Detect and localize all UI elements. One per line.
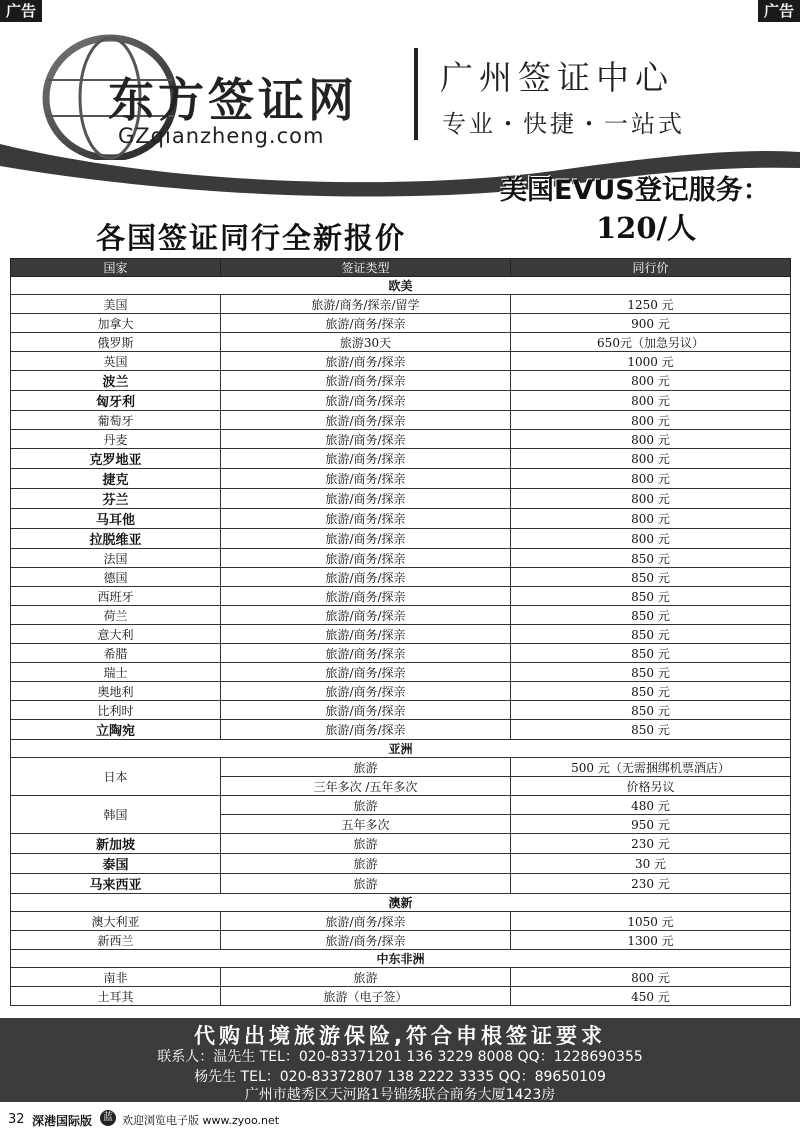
visa-type-cell: 旅游/商务/探亲 <box>221 469 511 489</box>
visa-type-cell: 旅游/商务/探亲 <box>221 720 511 740</box>
price-cell: 800 元 <box>511 371 791 391</box>
table-row <box>11 529 791 549</box>
country-cell: 南非 <box>11 968 221 987</box>
visa-type-cell: 旅游/商务/探亲 <box>221 568 511 587</box>
country-cell: 土耳其 <box>11 987 221 1006</box>
country-cell: 捷克 <box>11 469 221 489</box>
region-row <box>11 740 791 758</box>
table-row <box>11 295 791 314</box>
price-cell: 230 元 <box>511 874 791 894</box>
country-cell: 日本 <box>11 758 221 796</box>
table-row <box>11 568 791 587</box>
country-cell: 德国 <box>11 568 221 587</box>
table-row <box>11 663 791 682</box>
visa-type-cell: 旅游（电子签） <box>221 987 511 1006</box>
table-row <box>11 720 791 740</box>
header-type: 签证类型 <box>221 259 511 277</box>
table-row <box>11 391 791 411</box>
visa-type-cell: 旅游/商务/探亲 <box>221 529 511 549</box>
region-row <box>11 894 791 912</box>
page-title: 各国签证同行全新报价 <box>96 221 407 255</box>
country-cell: 奥地利 <box>11 682 221 701</box>
table-row <box>11 682 791 701</box>
header-price: 同行价 <box>511 259 791 277</box>
price-cell: 800 元 <box>511 469 791 489</box>
price-cell: 800 元 <box>511 430 791 449</box>
page-number: 32 <box>8 1112 25 1127</box>
table-row <box>11 489 791 509</box>
table-row <box>11 587 791 606</box>
table-row <box>11 352 791 371</box>
country-cell: 马来西亚 <box>11 874 221 894</box>
visa-type-cell: 旅游 <box>221 854 511 874</box>
header-divider <box>414 48 418 140</box>
price-cell: 500 元（无需捆绑机票酒店） <box>511 758 791 777</box>
price-cell: 480 元 <box>511 796 791 815</box>
country-cell: 西班牙 <box>11 587 221 606</box>
country-cell: 意大利 <box>11 625 221 644</box>
table-row <box>11 333 791 352</box>
price-cell: 650元（加急另议） <box>511 333 791 352</box>
region-row <box>11 277 791 295</box>
price-cell: 450 元 <box>511 987 791 1006</box>
country-cell: 新加坡 <box>11 834 221 854</box>
region-label: 亚洲 <box>11 740 791 758</box>
table-header-row <box>11 259 791 277</box>
country-cell: 葡萄牙 <box>11 411 221 430</box>
price-cell: 800 元 <box>511 411 791 430</box>
table-row <box>11 625 791 644</box>
country-cell: 美国 <box>11 295 221 314</box>
table-row <box>11 411 791 430</box>
visa-type-cell: 旅游 <box>221 874 511 894</box>
price-cell: 850 元 <box>511 720 791 740</box>
badge-icon: 蓝 <box>100 1110 116 1126</box>
country-cell: 希腊 <box>11 644 221 663</box>
country-cell: 澳大利亚 <box>11 912 221 931</box>
visa-type-cell: 旅游/商务/探亲 <box>221 587 511 606</box>
table-row <box>11 834 791 854</box>
visa-type-cell: 旅游/商务/探亲 <box>221 625 511 644</box>
price-cell: 850 元 <box>511 549 791 568</box>
table-row <box>11 606 791 625</box>
visa-type-cell: 旅游/商务/探亲/留学 <box>221 295 511 314</box>
evus-promo: 美国EVUS登记服务： <box>500 175 770 206</box>
table-row <box>11 931 791 950</box>
country-cell: 英国 <box>11 352 221 371</box>
slogan: 专业・快捷・一站式 <box>442 110 685 138</box>
price-cell: 1250 元 <box>511 295 791 314</box>
visa-type-cell: 旅游/商务/探亲 <box>221 663 511 682</box>
visa-type-cell: 旅游/商务/探亲 <box>221 549 511 568</box>
country-cell: 新西兰 <box>11 931 221 950</box>
visa-type-cell: 旅游30天 <box>221 333 511 352</box>
visa-type-cell: 旅游/商务/探亲 <box>221 489 511 509</box>
country-cell: 法国 <box>11 549 221 568</box>
table-row <box>11 449 791 469</box>
evus-price: 120/人 <box>596 211 697 245</box>
price-cell: 850 元 <box>511 625 791 644</box>
country-cell: 拉脱维亚 <box>11 529 221 549</box>
price-cell: 30 元 <box>511 854 791 874</box>
contact-line-1: 联系人：温先生 TEL：020-83371201 136 3229 8008 QQ：1228690355 <box>157 1049 643 1065</box>
brand-url: GZqianzheng.com <box>118 124 325 148</box>
visa-type-cell: 旅游/商务/探亲 <box>221 411 511 430</box>
table-row <box>11 430 791 449</box>
visa-type-cell: 旅游/商务/探亲 <box>221 606 511 625</box>
visa-type-cell: 旅游/商务/探亲 <box>221 391 511 411</box>
price-cell: 1050 元 <box>511 912 791 931</box>
table-row <box>11 371 791 391</box>
insurance-note: 代购出境旅游保险,符合申根签证要求 <box>194 1024 606 1048</box>
table-row <box>11 987 791 1006</box>
table-row <box>11 509 791 529</box>
table-row <box>11 912 791 931</box>
visa-type-cell: 旅游/商务/探亲 <box>221 314 511 333</box>
table-row <box>11 758 791 777</box>
country-cell: 波兰 <box>11 371 221 391</box>
country-cell: 瑞士 <box>11 663 221 682</box>
price-cell: 850 元 <box>511 568 791 587</box>
country-cell: 荷兰 <box>11 606 221 625</box>
country-cell: 泰国 <box>11 854 221 874</box>
visa-type-cell: 旅游/商务/探亲 <box>221 449 511 469</box>
contact-line-2: 杨先生 TEL：020-83372807 138 2222 3335 QQ：89650109 <box>194 1069 606 1085</box>
visa-type-cell: 旅游 <box>221 968 511 987</box>
table-row <box>11 701 791 720</box>
visa-type-cell: 旅游 <box>221 796 511 815</box>
visa-type-cell: 旅游 <box>221 834 511 854</box>
region-label: 欧美 <box>11 277 791 295</box>
visa-type-cell: 三年多次 /五年多次 <box>221 777 511 796</box>
country-cell: 芬兰 <box>11 489 221 509</box>
ad-tag-left: 广告 <box>0 0 42 22</box>
country-cell: 匈牙利 <box>11 391 221 411</box>
price-cell: 800 元 <box>511 509 791 529</box>
visa-type-cell: 旅游/商务/探亲 <box>221 430 511 449</box>
price-cell: 800 元 <box>511 489 791 509</box>
price-cell: 800 元 <box>511 391 791 411</box>
visa-type-cell: 旅游/商务/探亲 <box>221 509 511 529</box>
price-cell: 850 元 <box>511 663 791 682</box>
visa-type-cell: 旅游/商务/探亲 <box>221 371 511 391</box>
visa-type-cell: 旅游/商务/探亲 <box>221 931 511 950</box>
table-row <box>11 314 791 333</box>
region-row <box>11 950 791 968</box>
page-footer <box>0 1106 800 1132</box>
address-line: 广州市越秀区天河路1号锦绣联合商务大厦1423房 <box>244 1087 556 1103</box>
region-label: 中东非洲 <box>11 950 791 968</box>
price-cell: 230 元 <box>511 834 791 854</box>
header-country: 国家 <box>11 259 221 277</box>
country-cell: 俄罗斯 <box>11 333 221 352</box>
table-row <box>11 549 791 568</box>
price-cell: 800 元 <box>511 968 791 987</box>
price-cell: 900 元 <box>511 314 791 333</box>
visa-type-cell: 旅游/商务/探亲 <box>221 701 511 720</box>
table-row <box>11 644 791 663</box>
visa-type-cell: 旅游/商务/探亲 <box>221 352 511 371</box>
price-cell: 850 元 <box>511 587 791 606</box>
price-cell: 850 元 <box>511 682 791 701</box>
price-cell: 850 元 <box>511 701 791 720</box>
country-cell: 加拿大 <box>11 314 221 333</box>
country-cell: 克罗地亚 <box>11 449 221 469</box>
country-cell: 丹麦 <box>11 430 221 449</box>
price-cell: 1000 元 <box>511 352 791 371</box>
country-cell: 立陶宛 <box>11 720 221 740</box>
visa-type-cell: 旅游/商务/探亲 <box>221 644 511 663</box>
table-row <box>11 874 791 894</box>
price-cell: 950 元 <box>511 815 791 834</box>
price-cell: 800 元 <box>511 529 791 549</box>
visa-type-cell: 旅游 <box>221 758 511 777</box>
price-cell: 价格另议 <box>511 777 791 796</box>
country-cell: 比利时 <box>11 701 221 720</box>
visa-price-table <box>10 258 791 1006</box>
table-row <box>11 854 791 874</box>
country-cell: 韩国 <box>11 796 221 834</box>
center-name: 广州签证中心 <box>440 58 674 97</box>
visa-type-cell: 旅游/商务/探亲 <box>221 682 511 701</box>
price-cell: 850 元 <box>511 606 791 625</box>
table-body <box>11 277 791 1006</box>
edition-name: 深港国际版 <box>32 1114 93 1128</box>
brand-name: 东方签证网 <box>108 73 358 127</box>
table-row <box>11 469 791 489</box>
visa-type-cell: 旅游/商务/探亲 <box>221 912 511 931</box>
price-cell: 1300 元 <box>511 931 791 950</box>
footer-link[interactable]: 欢迎浏览电子版 www.zyoo.net <box>122 1114 280 1127</box>
price-cell: 850 元 <box>511 644 791 663</box>
ad-tag-right: 广告 <box>758 0 800 22</box>
region-label: 澳新 <box>11 894 791 912</box>
table-row <box>11 968 791 987</box>
visa-type-cell: 五年多次 <box>221 815 511 834</box>
price-cell: 800 元 <box>511 449 791 469</box>
table-row <box>11 796 791 815</box>
country-cell: 马耳他 <box>11 509 221 529</box>
